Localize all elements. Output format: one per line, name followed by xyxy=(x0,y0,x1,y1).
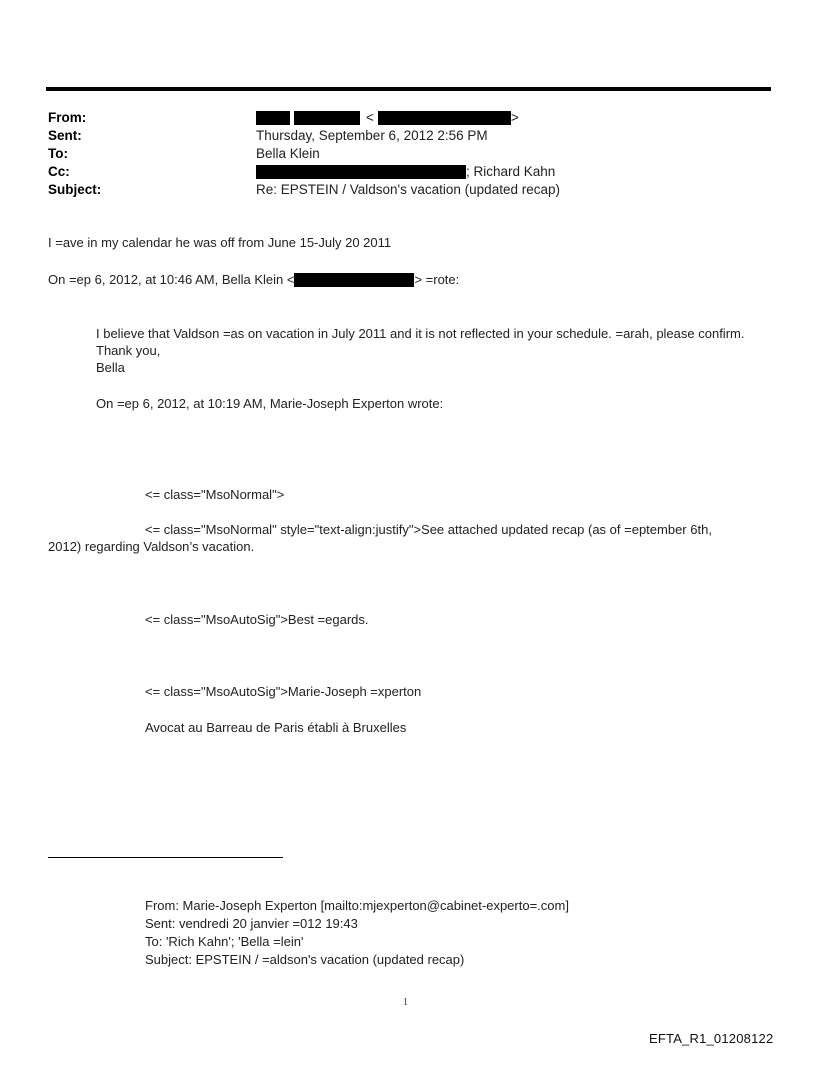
forwarded-header-line: To: 'Rich Kahn'; 'Bella =lein' xyxy=(145,934,304,949)
to-label: To: xyxy=(48,146,68,161)
quote-intro-suffix: > =rote: xyxy=(414,272,460,287)
from-label: From: xyxy=(48,110,87,125)
sent-label: Sent: xyxy=(48,128,82,143)
forwarded-header-line: Sent: vendredi 20 janvier =012 19:43 xyxy=(145,916,358,931)
to-row xyxy=(48,145,768,163)
email-header xyxy=(48,109,768,199)
sent-row xyxy=(48,127,768,145)
quoted-line: Bella xyxy=(96,360,125,375)
cc-label: Cc: xyxy=(48,164,70,179)
top-rule xyxy=(46,87,771,91)
forwarded-header-line: From: Marie-Joseph Experton [mailto:mjexperton@cabinet-experto=.com] xyxy=(145,898,569,913)
quote-intro-prefix: On =ep 6, 2012, at 10:46 AM, Bella Klein < xyxy=(48,272,295,287)
quoted-line: On =ep 6, 2012, at 10:19 AM, Marie-Joseph Experton wrote: xyxy=(96,396,444,411)
subject-row xyxy=(48,181,768,199)
nested-line: <= class="MsoNormal"> xyxy=(145,487,285,502)
nested-line: <= class="MsoNormal" style="text-align:justify">See attached updated recap (as of =eptember 6th, xyxy=(145,522,712,537)
quoted-line: Thank you, xyxy=(96,343,161,358)
redaction-block xyxy=(256,111,290,125)
subject-label: Subject: xyxy=(48,182,102,197)
redaction-block xyxy=(294,111,360,125)
separator-rule xyxy=(48,857,283,858)
cc-row xyxy=(48,163,768,181)
cc-text: ; Richard Kahn xyxy=(466,164,556,179)
subject-value: Re: EPSTEIN / Valdson's vacation (updated recap) xyxy=(256,182,560,197)
from-lt: < xyxy=(366,110,374,125)
forwarded-header-line: Subject: EPSTEIN / =aldson's vacation (updated recap) xyxy=(145,952,465,967)
from-value xyxy=(256,109,519,127)
quoted-line: I believe that Valdson =as on vacation in July 2011 and it is not reflected in your schedule. =arah, please confirm. xyxy=(96,326,745,341)
to-value: Bella Klein xyxy=(256,146,320,161)
redaction-block xyxy=(256,165,466,179)
redaction-block xyxy=(378,111,511,125)
nested-line: Avocat au Barreau de Paris établi à Bruxelles xyxy=(145,720,407,735)
page-number: 1 xyxy=(403,997,408,1008)
quote-intro xyxy=(48,272,459,288)
sent-value: Thursday, September 6, 2012 2:56 PM xyxy=(256,128,488,143)
redaction-block xyxy=(294,273,414,287)
cc-value xyxy=(256,163,555,181)
document-id: EFTA_R1_01208122 xyxy=(649,1031,774,1046)
from-gt: > xyxy=(510,110,519,125)
nested-line: <= class="MsoAutoSig">Marie-Joseph =xperton xyxy=(145,684,422,699)
nested-line: 2012) regarding Valdson’s vacation. xyxy=(48,539,255,554)
nested-line: <= class="MsoAutoSig">Best =egards. xyxy=(145,612,369,627)
reply-line: I =ave in my calendar he was off from June 15-July 20 2011 xyxy=(48,235,392,250)
from-row xyxy=(48,109,768,127)
